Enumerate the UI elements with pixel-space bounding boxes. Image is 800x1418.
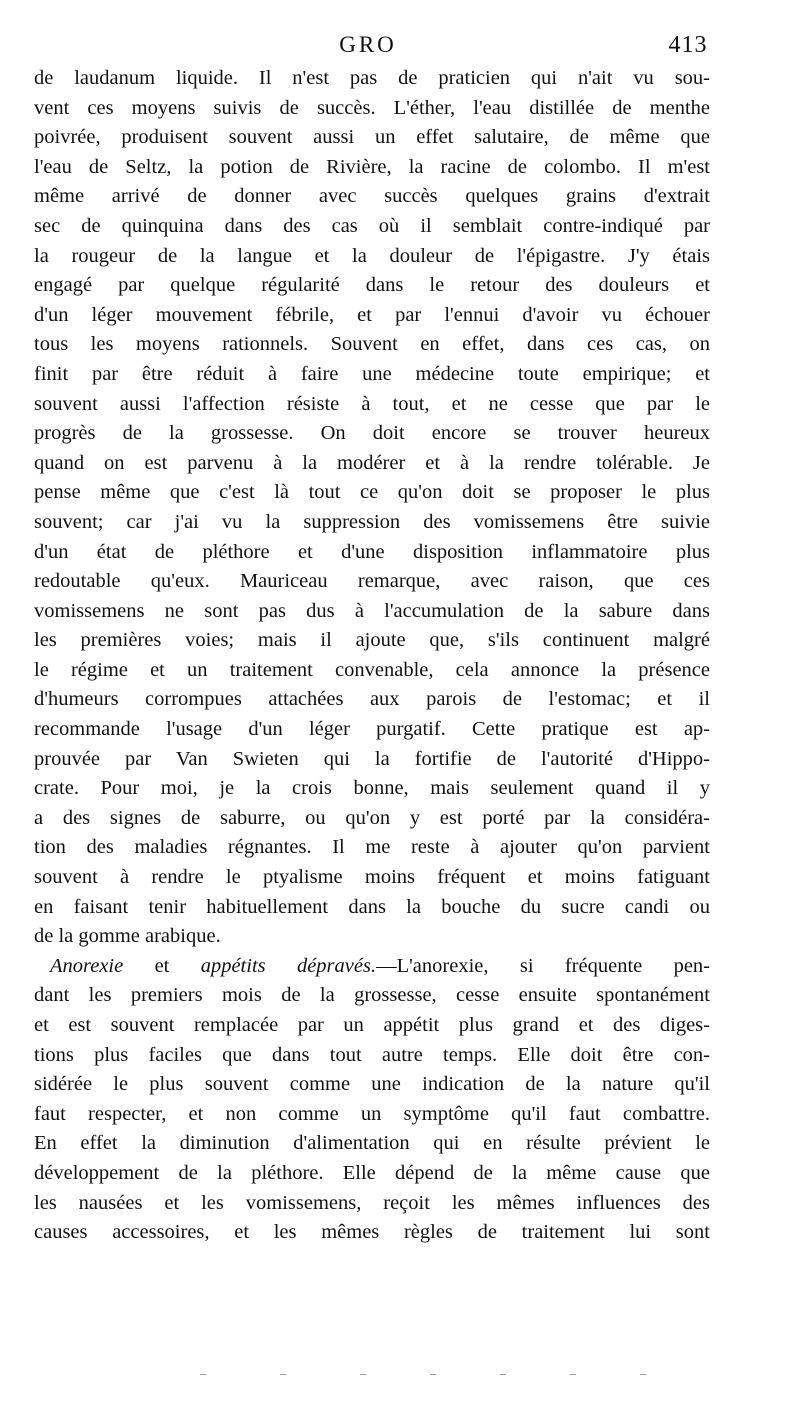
paragraph-heading-appetits: appétits dépravés. <box>200 954 377 977</box>
text-line: souvent aussi l'affection résiste à tout, et ne cesse que par le <box>34 392 710 415</box>
text-line: a des signes de saburre, ou qu'on y est porté par la considéra- <box>34 806 710 829</box>
text-line: et est souvent remplacée par un appétit plus grand et des diges- <box>34 1014 710 1036</box>
text-line: le régime et un traitement convenable, cela annonce la présence <box>34 658 710 681</box>
page-number: 413 <box>668 32 708 58</box>
show-through-specks <box>190 1370 710 1380</box>
text-line: engagé par quelque régularité dans le retour des douleurs et <box>34 274 710 297</box>
text-line: finit par être réduit à faire une médecine toute empirique; et <box>34 362 710 385</box>
text-line: En effet la diminution d'alimentation qui en résulte prévient le <box>34 1132 710 1155</box>
paragraph-lead-line <box>34 952 710 982</box>
text-line: d'un état de pléthore et d'une disposition inflammatoire plus <box>34 540 710 563</box>
text-line: de la gomme arabique. <box>34 925 221 948</box>
speck <box>200 1374 206 1375</box>
text-line: tous les moyens rationnels. Souvent en effet, dans ces cas, on <box>34 333 710 356</box>
text-line: crate. Pour moi, je la crois bonne, mais seulement quand il y <box>34 777 710 800</box>
text-line: redoutable qu'eux. Mauriceau remarque, avec raison, que ces <box>34 570 710 593</box>
text-line: vomissemens ne sont pas dus à l'accumulation de la sabure dans <box>34 599 710 622</box>
paragraph-heading-connector: et <box>123 954 201 977</box>
speck <box>500 1374 506 1375</box>
text-line: tions plus faciles que dans tout autre temps. Elle doit être con- <box>34 1043 710 1066</box>
text-line: en faisant tenir habituellement dans la bouche du sucre candi ou <box>34 895 710 918</box>
speck <box>360 1374 366 1375</box>
paragraph-heading-anorexie: Anorexie <box>50 954 124 977</box>
speck <box>570 1374 576 1375</box>
paragraph-lead-text: —L'anorexie, si fréquente pen- <box>376 954 710 977</box>
text-line: même arrivé de donner avec succès quelques grains d'extrait <box>34 185 710 208</box>
text-line: d'humeurs corrompues attachées aux parois de l'estomac; et il <box>34 688 710 711</box>
text-line: prouvée par Van Swieten qui la fortifie de l'autorité d'Hippo- <box>34 747 710 770</box>
text-line: la rougeur de la langue et la douleur de l'épigastre. J'y étais <box>34 244 710 267</box>
speck <box>280 1374 286 1375</box>
running-head <box>0 28 800 64</box>
speck <box>430 1374 436 1375</box>
text-line: souvent; car j'ai vu la suppression des vomissemens être suivie <box>34 510 710 533</box>
text-line: tion des maladies régnantes. Il me reste à ajouter qu'on parvient <box>34 836 710 859</box>
text-line: recommande l'usage d'un léger purgatif. Cette pratique est ap- <box>34 718 710 741</box>
text-line: souvent à rendre le ptyalisme moins fréquent et moins fatiguant <box>34 866 710 889</box>
text-line: progrès de la grossesse. On doit encore se trouver heureux <box>34 422 710 445</box>
text-line: pense même que c'est là tout ce qu'on doit se proposer le plus <box>34 481 710 504</box>
text-line: poivrée, produisent souvent aussi un effet salutaire, de même que <box>34 126 710 149</box>
text-line: d'un léger mouvement fébrile, et par l'ennui d'avoir vu échouer <box>34 303 710 326</box>
text-line: sidérée le plus souvent comme une indication de la nature qu'il <box>34 1073 710 1096</box>
text-line: quand on est parvenu à la modérer et à la rendre tolérable. Je <box>34 451 710 474</box>
running-head-title: GRO <box>339 32 397 57</box>
text-line: les premières voies; mais il ajoute que, s'ils continuent malgré <box>34 629 710 652</box>
text-line: de laudanum liquide. Il n'est pas de praticien qui n'ait vu sou- <box>34 67 710 89</box>
text-line: dant les premiers mois de la grossesse, cesse ensuite spontanément <box>34 984 710 1007</box>
text-line: l'eau de Seltz, la potion de Rivière, la racine de colombo. Il m'est <box>34 155 710 178</box>
body-text <box>34 64 710 1248</box>
text-line: vent ces moyens suivis de succès. L'éther, l'eau distillée de menthe <box>34 96 710 119</box>
text-line: sec de quinquina dans des cas où il semblait contre-indiqué par <box>34 214 710 237</box>
text-line: développement de la pléthore. Elle dépend de la même cause que <box>34 1161 710 1184</box>
speck <box>640 1374 646 1375</box>
text-line: faut respecter, et non comme un symptôme qu'il faut combattre. <box>34 1102 710 1125</box>
text-line: causes accessoires, et les mêmes règles de traitement lui sont <box>34 1221 710 1244</box>
text-line: les nausées et les vomissemens, reçoit les mêmes influences des <box>34 1191 710 1214</box>
